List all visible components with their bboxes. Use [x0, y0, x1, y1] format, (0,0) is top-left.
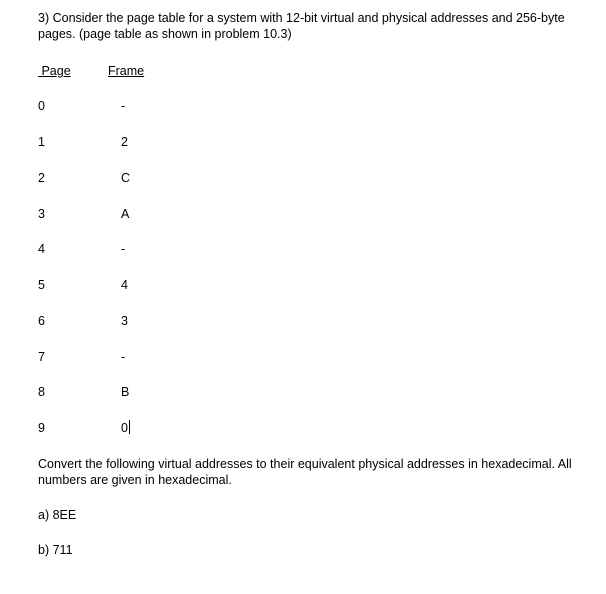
question-a: a) 8EE [38, 508, 77, 522]
column-header-page: Page [38, 64, 71, 78]
table-row-page: 3 [38, 207, 45, 221]
problem-statement: 3) Consider the page table for a system with 12-bit virtual and physical addresses and 256-byte pages. (page table as shown in problem 10.3) [38, 11, 565, 41]
table-row-frame: 2 [121, 135, 128, 149]
table-row-frame: C [121, 171, 131, 185]
table-row-page: 2 [38, 171, 45, 185]
table-row-frame[interactable] [121, 420, 130, 436]
table-row-frame: 3 [121, 314, 128, 328]
table-row-page: 8 [38, 385, 45, 399]
table-row-frame: - [121, 242, 126, 256]
table-row-page: 5 [38, 278, 45, 292]
table-row-frame: - [121, 99, 126, 113]
frame-value: 0 [121, 421, 128, 435]
table-row-page: 7 [38, 350, 45, 364]
table-row-page: 6 [38, 314, 45, 328]
table-row-frame: - [121, 350, 126, 364]
table-row-page: 9 [38, 421, 45, 435]
table-row-frame: A [121, 207, 130, 221]
column-header-frame: Frame [108, 64, 145, 78]
table-row-page: 0 [38, 99, 45, 113]
instructions-paragraph: Convert the following virtual addresses to their equivalent physical addresses in hexadecimal. All numbers are given in hexadecimal. [38, 457, 572, 487]
question-b: b) 711 [38, 543, 73, 557]
text-cursor [129, 420, 130, 434]
table-row-frame: 4 [121, 278, 128, 292]
table-row-frame: B [121, 385, 130, 399]
table-row-page: 4 [38, 242, 45, 256]
table-row-page: 1 [38, 135, 45, 149]
